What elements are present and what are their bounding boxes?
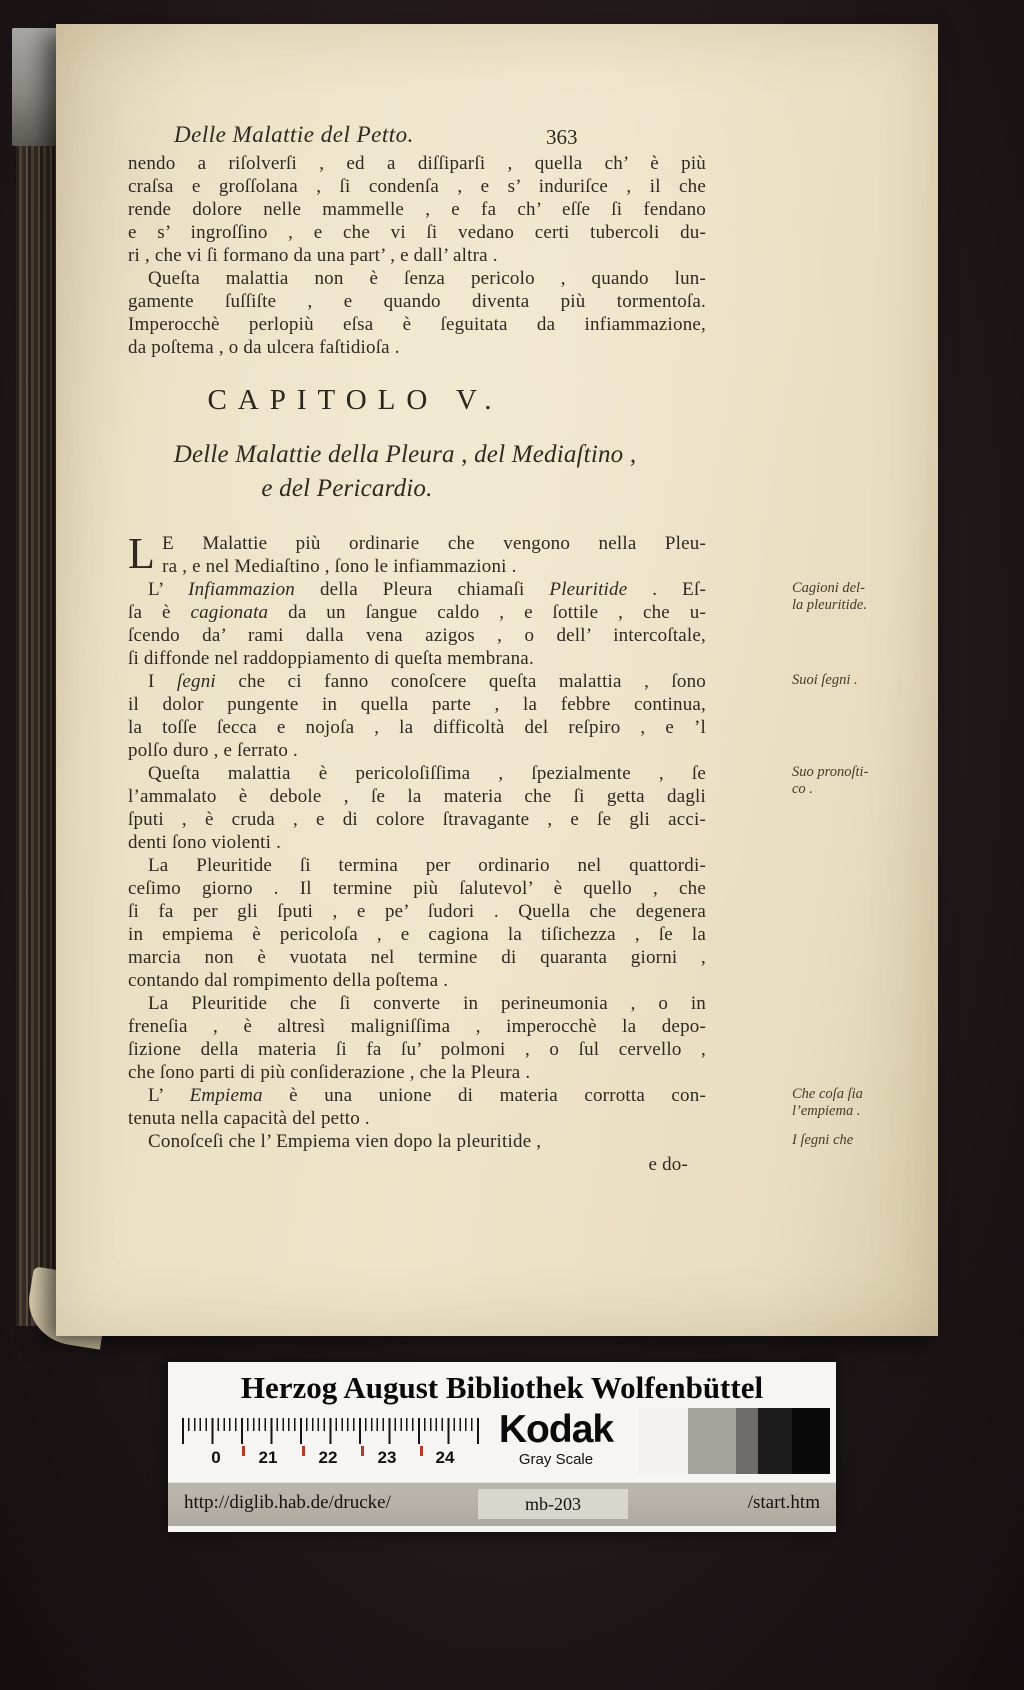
ruler-red-tick bbox=[302, 1446, 305, 1456]
text-line bbox=[128, 992, 706, 1015]
text-line bbox=[128, 969, 706, 992]
text-line bbox=[128, 532, 706, 555]
text: ſizione della materia ſi fa ſu’ polmoni , o ſul cervello , bbox=[128, 1039, 706, 1060]
book-page bbox=[56, 24, 938, 1336]
text: La Pleuritide ſi termina per ordinario nel quattordi- bbox=[148, 855, 706, 876]
text-line bbox=[128, 624, 706, 647]
chapter-subtitle bbox=[128, 438, 706, 506]
paragraph bbox=[128, 992, 706, 1084]
text-line bbox=[128, 877, 706, 900]
library-label-card bbox=[168, 1362, 836, 1532]
gray-scale-label: Gray Scale bbox=[518, 1451, 594, 1468]
text-line bbox=[128, 175, 706, 198]
text: Queſta malattia non è ſenza pericolo , quando lun- bbox=[148, 268, 706, 289]
text-line bbox=[128, 555, 706, 578]
gray-patch bbox=[688, 1408, 736, 1474]
gray-patch bbox=[792, 1408, 830, 1474]
text: contando dal rompimento della poſtema . bbox=[128, 970, 449, 991]
text-line bbox=[128, 221, 706, 244]
margin-note-line: Suoi ſegni . bbox=[792, 672, 858, 688]
text-line bbox=[128, 923, 706, 946]
text: nendo a riſolverſi , ed a diſſiparſi , quella ch’ è più bbox=[128, 153, 706, 174]
text-line bbox=[128, 198, 706, 221]
margin-note bbox=[792, 580, 922, 614]
text: Queſta malattia è pericoloſiſſima , ſpezialmente , ſe bbox=[148, 763, 706, 784]
text: ſi fa per gli ſputi , e pe’ ſudori . Quella che degenera bbox=[128, 901, 706, 922]
ruler-red-tick bbox=[242, 1446, 245, 1456]
margin-note bbox=[792, 1132, 922, 1149]
text: L’ bbox=[148, 579, 189, 600]
paragraph bbox=[128, 1130, 706, 1153]
margin-note-line: l’empiema . bbox=[792, 1103, 861, 1119]
text: ceſimo giorno . Il termine più ſalutevol’ è quello , che bbox=[128, 878, 706, 899]
text-line bbox=[128, 1130, 706, 1153]
text: che ſono parti di più conſiderazione , che la Pleura . bbox=[128, 1062, 531, 1083]
text-line bbox=[128, 693, 706, 716]
text: il dolor pungente in quella parte , la febbre continua, bbox=[128, 694, 706, 715]
ruler-red-tick bbox=[420, 1446, 423, 1456]
margin-note-line: I ſegni che bbox=[792, 1132, 854, 1148]
text: E Malattie più ordinarie che vengono nella Pleu- bbox=[162, 533, 706, 554]
margin-note-line: co . bbox=[792, 781, 813, 797]
text: ſcendo da’ rami dalla vena azigos , o dell’ intercoſtale, bbox=[128, 625, 706, 646]
text-line bbox=[128, 1038, 706, 1061]
text: in empiema è pericoloſa , e cagiona la tiſichezza , ſe la bbox=[128, 924, 706, 945]
margin-note bbox=[792, 672, 922, 689]
kodak-block bbox=[474, 1410, 638, 1468]
text-line bbox=[128, 716, 706, 739]
italic-text: Empiema bbox=[189, 1085, 263, 1106]
text: è una unione di materia corrotta con- bbox=[262, 1085, 706, 1106]
italic-text: ſegni bbox=[176, 671, 216, 692]
drop-cap: L bbox=[128, 529, 156, 578]
paragraph bbox=[128, 762, 706, 854]
text-line bbox=[128, 900, 706, 923]
page-separator-tab bbox=[12, 28, 58, 146]
ruler-ticks bbox=[182, 1418, 482, 1444]
text-line bbox=[128, 670, 706, 693]
italic-text: Pleuritide bbox=[549, 579, 628, 600]
ruler-number: 23 bbox=[377, 1448, 397, 1467]
text: ſi diffonde nel raddoppiamento di queſta membrana. bbox=[128, 648, 534, 669]
text-line bbox=[128, 601, 706, 624]
text-line bbox=[128, 785, 706, 808]
text: che ci fanno conoſcere queſta malattia , ſono bbox=[215, 671, 706, 692]
ruler-number: 22 bbox=[318, 1448, 338, 1467]
text-line bbox=[128, 578, 706, 601]
text: denti ſono violenti . bbox=[128, 832, 282, 853]
text-line bbox=[128, 1015, 706, 1038]
text: marcia non è vuotata nel termine di quaranta giorni , bbox=[128, 947, 706, 968]
text: . Eſ- bbox=[627, 579, 706, 600]
text: freneſia , è altresì maligniſſima , imperocchè la depo- bbox=[128, 1016, 706, 1037]
text-line bbox=[128, 808, 706, 831]
margin-note-line: Suo pronoſti- bbox=[792, 764, 869, 780]
margin-note bbox=[792, 1086, 922, 1120]
text-line bbox=[128, 1084, 706, 1107]
text-line bbox=[128, 854, 706, 877]
text: La Pleuritide che ſi converte in perineumonia , o in bbox=[148, 993, 706, 1014]
chapter-subtitle-line-1: Delle Malattie della Pleura , del Mediaſtino , bbox=[173, 441, 637, 468]
text: ra , e nel Mediaſtino , ſono le infiammazioni . bbox=[162, 556, 517, 577]
text: Conoſceſi che l’ Empiema vien dopo la pleuritide , bbox=[148, 1131, 542, 1152]
ruler-number: 0 bbox=[211, 1448, 221, 1467]
ruler-number: 24 bbox=[435, 1448, 455, 1467]
text: craſsa e groſſolana , ſi condenſa , e s’ induriſce , il che bbox=[128, 176, 706, 197]
book-page-stack-edges bbox=[16, 30, 56, 1326]
paragraph bbox=[128, 267, 706, 359]
text: ri , che vi ſi formano da una part’ , e dall’ altra . bbox=[128, 245, 498, 266]
kodak-logo: Kodak bbox=[498, 1408, 614, 1451]
margin-note-line: Cagioni del- bbox=[792, 580, 865, 596]
text-line bbox=[128, 647, 706, 670]
text: polſo duro , e ſerrato . bbox=[128, 740, 298, 761]
text-line bbox=[128, 1061, 706, 1084]
text: da poſtema , o da ulcera faſtidioſa . bbox=[128, 337, 400, 358]
paragraph bbox=[128, 854, 706, 992]
paragraph bbox=[128, 529, 706, 578]
gray-patch bbox=[736, 1408, 758, 1474]
shelfmark-strip bbox=[168, 1482, 836, 1526]
text-line bbox=[128, 290, 706, 313]
text-line bbox=[128, 267, 706, 290]
chapter-heading: CAPITOLO V. bbox=[207, 384, 503, 416]
catchword: e do- bbox=[648, 1154, 688, 1175]
paragraph bbox=[128, 578, 706, 670]
body-text bbox=[128, 152, 706, 1176]
text-line bbox=[128, 152, 706, 175]
text-line bbox=[128, 1107, 706, 1130]
running-title: Delle Malattie del Petto. bbox=[174, 122, 414, 147]
ruler-number: 21 bbox=[258, 1448, 278, 1467]
url-prefix: http://diglib.hab.de/drucke/ bbox=[184, 1492, 391, 1513]
paragraph bbox=[128, 152, 706, 267]
text: L’ bbox=[148, 1085, 190, 1106]
text-line bbox=[128, 313, 706, 336]
url-suffix: /start.htm bbox=[747, 1492, 820, 1513]
text-line bbox=[128, 739, 706, 762]
paragraph bbox=[128, 670, 706, 762]
ruler-numbers bbox=[182, 1448, 482, 1468]
text-line bbox=[128, 762, 706, 785]
text: la toſſe ſecca e nojoſa , la difficoltà del reſpiro , e ’l bbox=[128, 717, 706, 738]
text: della Pleura chiamaſi bbox=[295, 579, 550, 600]
margin-note-line: la pleuritide. bbox=[792, 597, 867, 613]
pre-chapter-paragraphs bbox=[128, 152, 706, 359]
italic-text: cagionata bbox=[190, 602, 269, 623]
margin-note-line: Che coſa ſia bbox=[792, 1086, 863, 1102]
text-line bbox=[128, 831, 706, 854]
text: l’ammalato è debole , ſe la materia che ſi getta dagli bbox=[128, 786, 706, 807]
text-line bbox=[128, 946, 706, 969]
ruler-red-tick bbox=[361, 1446, 364, 1456]
text: ſputi , è cruda , e di colore ſtravagante , e ſe gli acci- bbox=[128, 809, 706, 830]
text: Imperocchè perlopiù eſsa è ſeguitata da infiammazione, bbox=[128, 314, 706, 335]
italic-text: Infiammazion bbox=[188, 579, 296, 600]
gray-scale-patches bbox=[638, 1408, 830, 1474]
text: rende dolore nelle mammelle , e fa ch’ eſſe ſi fendano bbox=[128, 199, 706, 220]
text: ſa è bbox=[128, 602, 191, 623]
chapter-paragraphs bbox=[128, 529, 706, 1153]
text: da un ſangue caldo , e ſottile , che u- bbox=[268, 602, 706, 623]
text-line bbox=[128, 336, 706, 359]
text: I bbox=[148, 671, 177, 692]
page-number: 363 bbox=[546, 125, 578, 149]
library-name: Herzog August Bibliothek Wolfenbüttel bbox=[240, 1370, 764, 1405]
paragraph bbox=[128, 1084, 706, 1130]
gray-patch bbox=[638, 1408, 688, 1474]
margin-note bbox=[792, 764, 922, 798]
chapter-subtitle-line-2: e del Pericardio. bbox=[261, 475, 433, 502]
shelfmark-box bbox=[478, 1489, 628, 1519]
gray-patch bbox=[758, 1408, 792, 1474]
shelfmark: mb-203 bbox=[525, 1493, 581, 1514]
text: gamente ſuſſiſte , e quando diventa più tormentoſa. bbox=[128, 291, 706, 312]
text: tenuta nella capacità del petto . bbox=[128, 1108, 370, 1129]
text: e s’ ingroſſino , e che vi ſi vedano certi tubercoli du- bbox=[128, 222, 706, 243]
text-line bbox=[128, 244, 706, 267]
